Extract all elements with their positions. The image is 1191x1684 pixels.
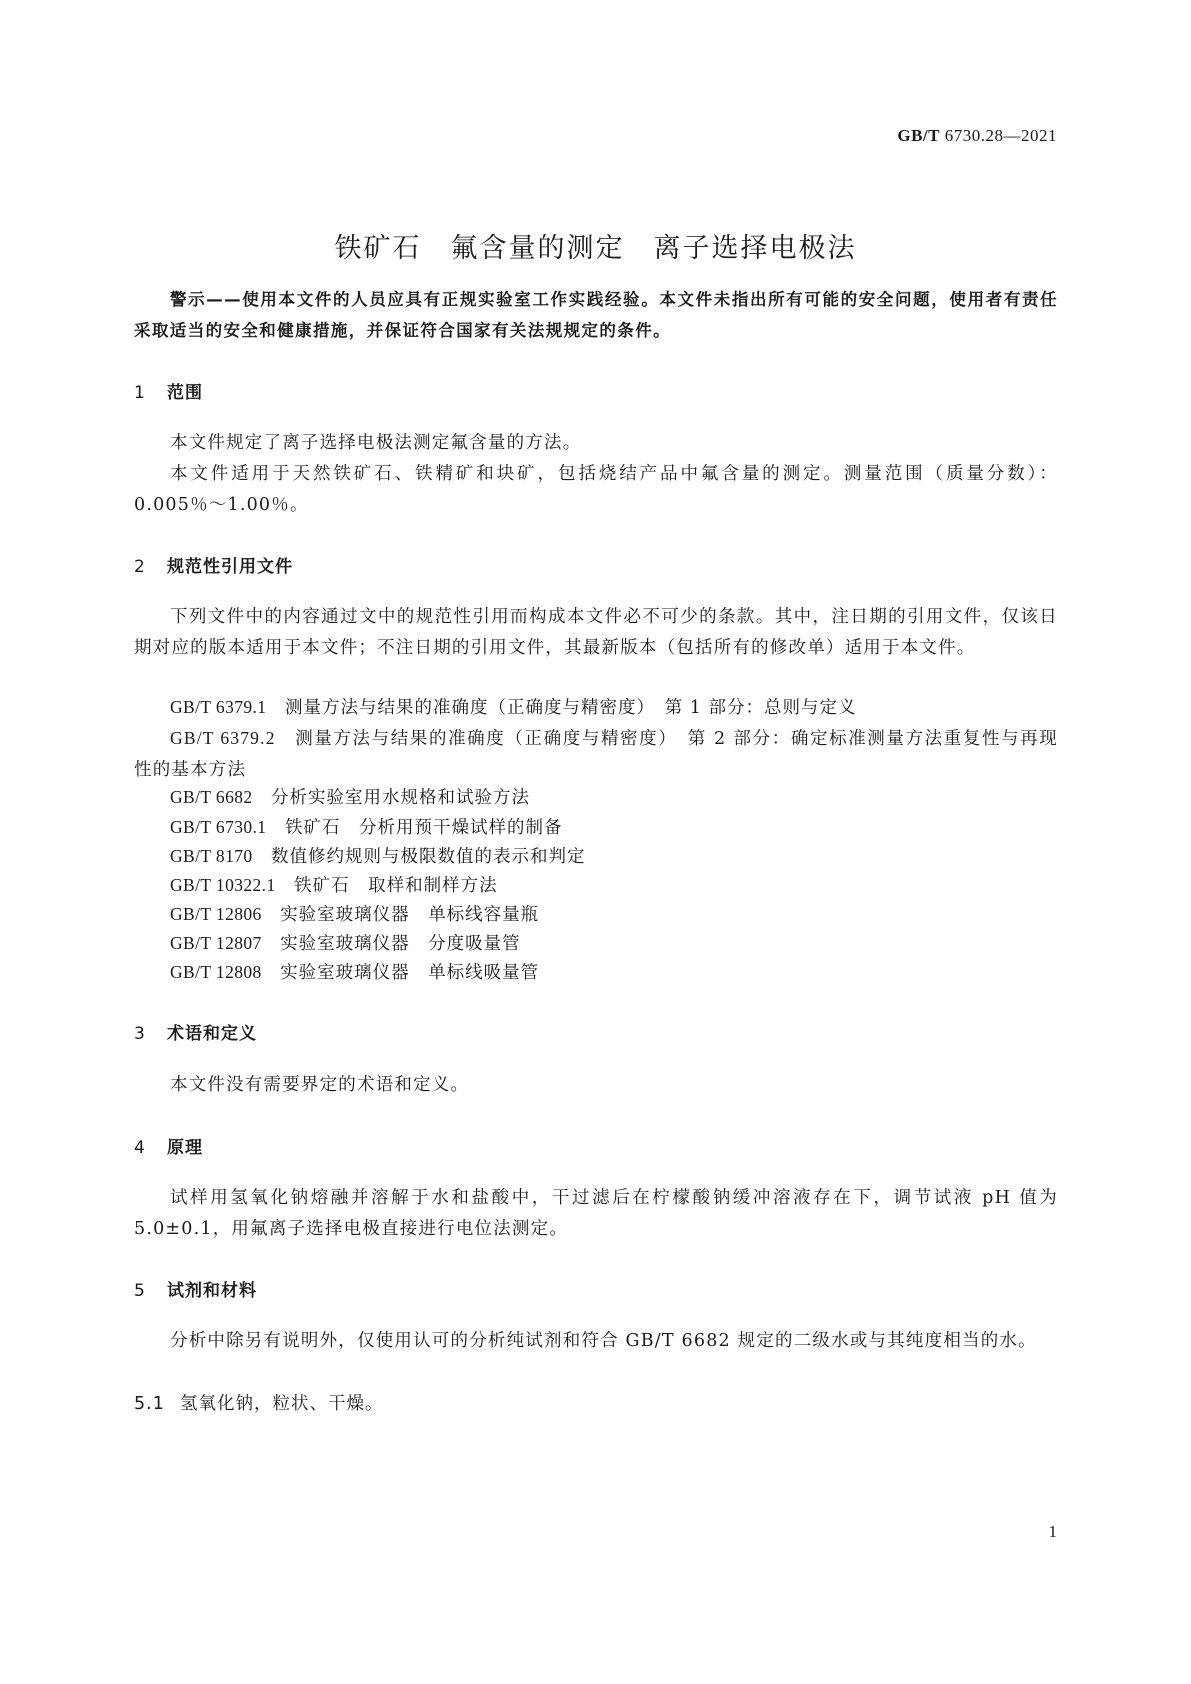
reference-code: GB/T 10322.1 [170, 875, 276, 895]
standard-prefix: GB/T [897, 126, 940, 145]
reference-code: GB/T 6682 [170, 787, 253, 807]
section-1-paragraph-2: 本文件适用于天然铁矿石、铁精矿和块矿，包括烧结产品中氟含量的测定。测量范围（质量分数）：0.005％～1.00％。 [134, 464, 1058, 515]
section-1-heading [134, 378, 203, 403]
reference-item [170, 694, 856, 719]
reference-title: 铁矿石 取样和制样方法 [294, 876, 498, 896]
subclause-text: 氢氧化钠，粒状、干燥。 [180, 1394, 384, 1414]
section-3-heading [134, 1019, 257, 1044]
section-3-paragraph: 本文件没有需要界定的术语和定义。 [170, 1075, 470, 1095]
reference-code: GB/T 6379.1 [170, 697, 267, 717]
section-number: 1 [134, 383, 146, 403]
section-number: 2 [134, 557, 146, 577]
section-number: 5 [134, 1281, 146, 1301]
section-title: 范围 [167, 383, 203, 403]
reference-title: 分析实验室用水规格和试验方法 [271, 788, 531, 808]
section-number: 4 [134, 1138, 146, 1158]
subclause-number: 5.1 [134, 1394, 165, 1414]
reference-item [170, 959, 539, 984]
section-title: 术语和定义 [167, 1024, 257, 1044]
reference-item [170, 930, 521, 955]
section-5-heading [134, 1276, 257, 1301]
safety-warning: 警示——使用本文件的人员应具有正规实验室工作实践经验。本文件未指出所有可能的安全问题，使用者有责任采取适当的安全和健康措施，并保证符合国家有关法规规定的条件。 [134, 290, 1058, 340]
reference-title: 实验室玻璃仪器 单标线容量瓶 [280, 905, 540, 925]
section-2-heading [134, 552, 293, 577]
reference-code: GB/T 6379.2 [170, 728, 276, 748]
standard-code [897, 126, 1057, 146]
section-4-heading [134, 1133, 203, 1158]
reference-item [170, 784, 530, 809]
section-2-intro: 下列文件中的内容通过文中的规范性引用而构成本文件必不可少的条款。其中，注日期的引用文件，仅该日期对应的版本适用于本文件；不注日期的引用文件，其最新版本（包括所有的修改单）适用于本文件。 [134, 607, 1058, 658]
reference-code: GB/T 12807 [170, 933, 262, 953]
section-1-paragraph-1: 本文件规定了离子选择电极法测定氟含量的方法。 [170, 433, 582, 453]
reference-title: 数值修约规则与极限数值的表示和判定 [271, 847, 586, 867]
reference-item [170, 814, 562, 839]
reference-title: 实验室玻璃仪器 分度吸量管 [280, 934, 521, 954]
subclause-5-1 [134, 1390, 384, 1415]
standard-number: 6730.28—2021 [944, 126, 1057, 145]
reference-title: 铁矿石 分析用预干燥试样的制备 [284, 818, 563, 838]
section-5-paragraph: 分析中除另有说明外，仅使用认可的分析纯试剂和符合 GB/T 6682 规定的二级水或与其纯度相当的水。 [170, 1331, 1037, 1351]
reference-item [170, 872, 498, 897]
reference-item [134, 723, 1058, 786]
reference-item [170, 843, 586, 868]
reference-code: GB/T 8170 [170, 846, 253, 866]
reference-code: GB/T 12806 [170, 904, 262, 924]
reference-title: 测量方法与结果的准确度（正确度与精密度） 第 1 部分：总则与定义 [284, 698, 857, 718]
section-title: 试剂和材料 [167, 1281, 257, 1301]
reference-title: 实验室玻璃仪器 单标线吸量管 [280, 963, 540, 983]
page-number: 1 [1048, 1522, 1057, 1541]
reference-code: GB/T 6730.1 [170, 817, 267, 837]
section-title: 规范性引用文件 [167, 557, 293, 577]
section-4-paragraph: 试样用氢氧化钠熔融并溶解于水和盐酸中，干过滤后在柠檬酸钠缓冲溶液存在下，调节试液 pH 值为 5.0±0.1，用氟离子选择电极直接进行电位法测定。 [134, 1188, 1058, 1239]
reference-title: 测量方法与结果的准确度（正确度与精密度） 第 2 部分：确定标准测量方法重复性与再现性的基本方法 [134, 729, 1058, 780]
reference-item [170, 901, 539, 926]
section-number: 3 [134, 1024, 146, 1044]
reference-code: GB/T 12808 [170, 962, 262, 982]
document-title: 铁矿石 氟含量的测定 离子选择电极法 [334, 233, 857, 264]
section-title: 原理 [167, 1138, 203, 1158]
